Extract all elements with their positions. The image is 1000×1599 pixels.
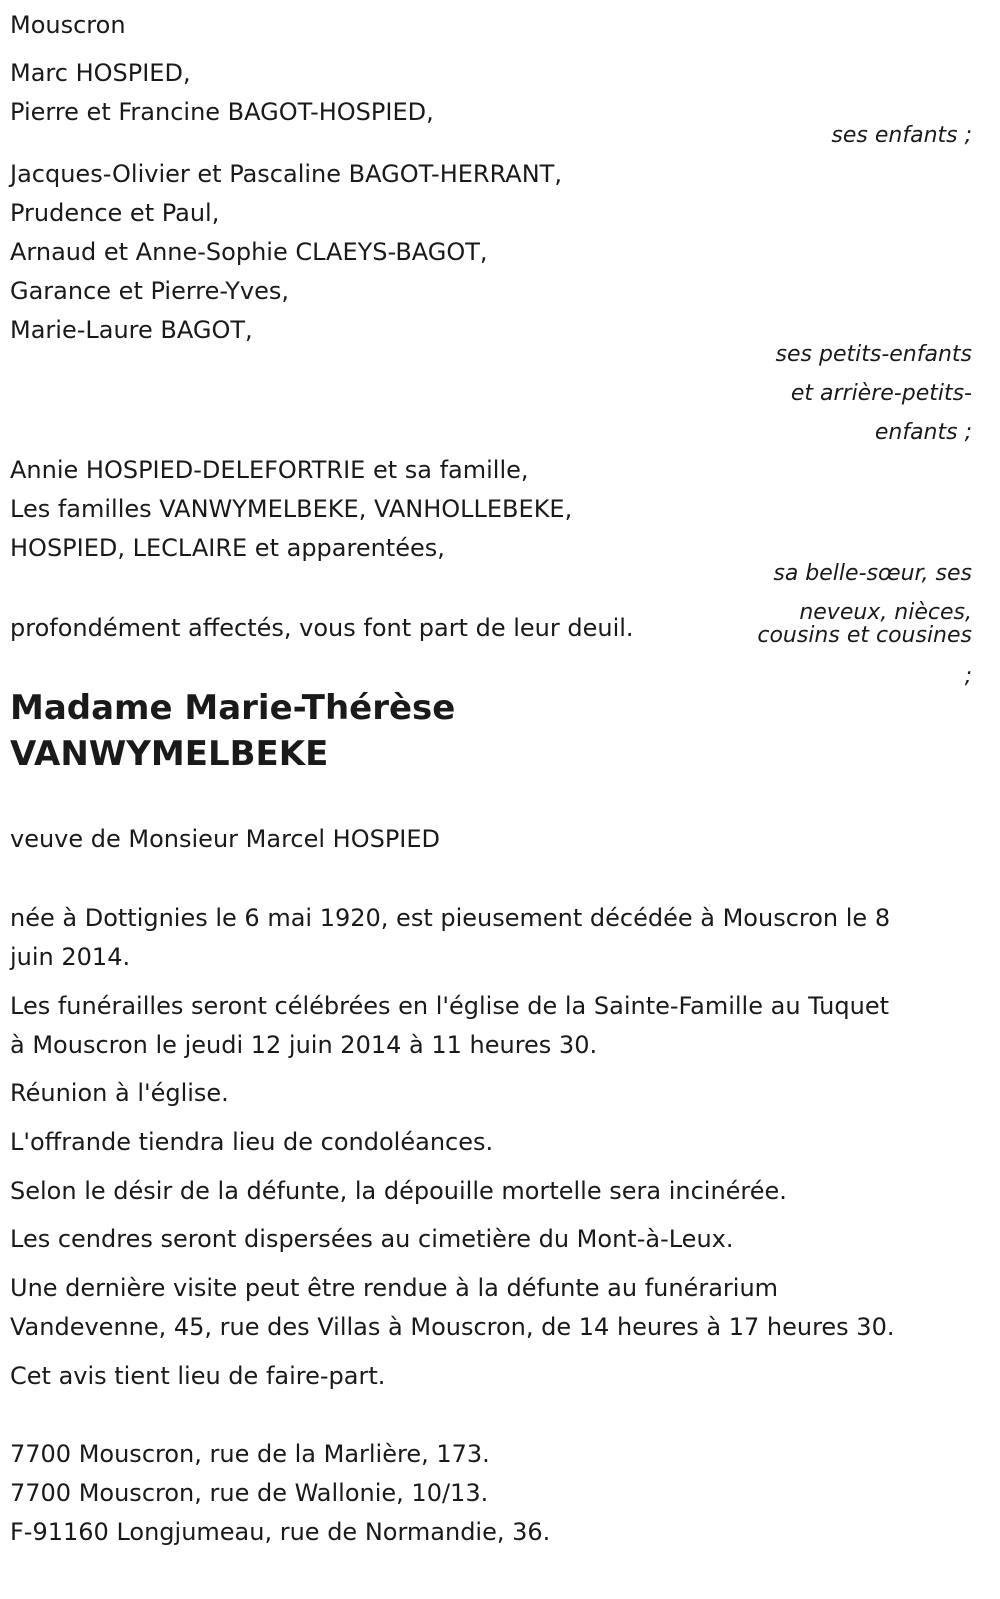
family-name-3: HOSPIED, LECLAIRE et apparentées,: [10, 534, 445, 562]
grandchildren-role-line-2: et arrière-petits-: [790, 381, 972, 406]
paragraph-line: Selon le désir de la défunte, la dépouille mortelle sera incinérée.: [10, 1177, 787, 1205]
address-line-2: 7700 Mouscron, rue de Wallonie, 10/13.: [10, 1479, 489, 1507]
paragraph-notice: [10, 1357, 385, 1396]
paragraph-visit: [10, 1269, 894, 1347]
paragraph-line: Les funérailles seront célébrées en l'église de la Sainte-Famille au Tuquet: [10, 992, 890, 1020]
paragraph-cremation: [10, 1172, 787, 1211]
grandchildren-role-line-3: enfants ;: [874, 420, 972, 445]
grandchild-name-5: Marie-Laure BAGOT,: [10, 316, 253, 344]
paragraph-line: née à Dottignies le 6 mai 1920, est pieusement décédée à Mouscron le 8: [10, 904, 891, 932]
address-line-1: 7700 Mouscron, rue de la Marlière, 173.: [10, 1440, 490, 1468]
paragraph-line: Vandevenne, 45, rue des Villas à Mouscron, de 14 heures à 17 heures 30.: [10, 1313, 895, 1341]
announcement-text: profondément affectés, vous font part de leur deuil.: [10, 614, 634, 642]
child-name-2: Pierre et Francine BAGOT-HOSPIED,: [10, 98, 434, 126]
grandchild-name-3: Arnaud et Anne-Sophie CLAEYS-BAGOT,: [10, 238, 488, 266]
paragraph-birth-death: [10, 899, 890, 977]
family-name-2: Les familles VANWYMELBEKE, VANHOLLEBEKE,: [10, 495, 573, 523]
children-role: ses enfants ;: [831, 123, 972, 148]
city-heading: Mouscron: [10, 11, 126, 39]
paragraph-line: juin 2014.: [10, 943, 131, 971]
child-name-1: Marc HOSPIED,: [10, 59, 191, 87]
paragraph-line: Cet avis tient lieu de faire-part.: [10, 1362, 386, 1390]
widow-of-text: veuve de Monsieur Marcel HOSPIED: [10, 825, 441, 853]
family-role-line-1: sa belle-sœur, ses: [773, 561, 972, 586]
paragraph-line: L'offrande tiendra lieu de condoléances.: [10, 1128, 494, 1156]
grandchildren-role-line-1: ses petits-enfants: [775, 342, 972, 367]
paragraph-line: Réunion à l'église.: [10, 1079, 229, 1107]
paragraph-reunion: [10, 1074, 229, 1113]
grandchild-name-2: Prudence et Paul,: [10, 199, 220, 227]
deceased-name-line-1: Madame Marie-Thérèse: [10, 688, 456, 728]
address-line-3: F-91160 Longjumeau, rue de Normandie, 36.: [10, 1518, 551, 1546]
paragraph-offering: [10, 1123, 493, 1162]
paragraph-funeral: [10, 987, 889, 1065]
family-role-line-2: neveux, nièces,: [799, 600, 972, 625]
family-role-line-4: ;: [964, 664, 972, 689]
paragraph-ashes: [10, 1220, 733, 1259]
family-name-1: Annie HOSPIED-DELEFORTRIE et sa famille,: [10, 456, 529, 484]
paragraph-line: Une dernière visite peut être rendue à la défunte au funérarium: [10, 1274, 779, 1302]
paragraph-line: Les cendres seront dispersées au cimetière du Mont-à-Leux.: [10, 1225, 734, 1253]
family-role-line-3: cousins et cousines: [757, 623, 972, 648]
deceased-name-line-2: VANWYMELBEKE: [10, 734, 329, 774]
grandchild-name-4: Garance et Pierre-Yves,: [10, 277, 289, 305]
paragraph-line: à Mouscron le jeudi 12 juin 2014 à 11 heures 30.: [10, 1031, 598, 1059]
grandchild-name-1: Jacques-Olivier et Pascaline BAGOT-HERRANT,: [10, 160, 562, 188]
